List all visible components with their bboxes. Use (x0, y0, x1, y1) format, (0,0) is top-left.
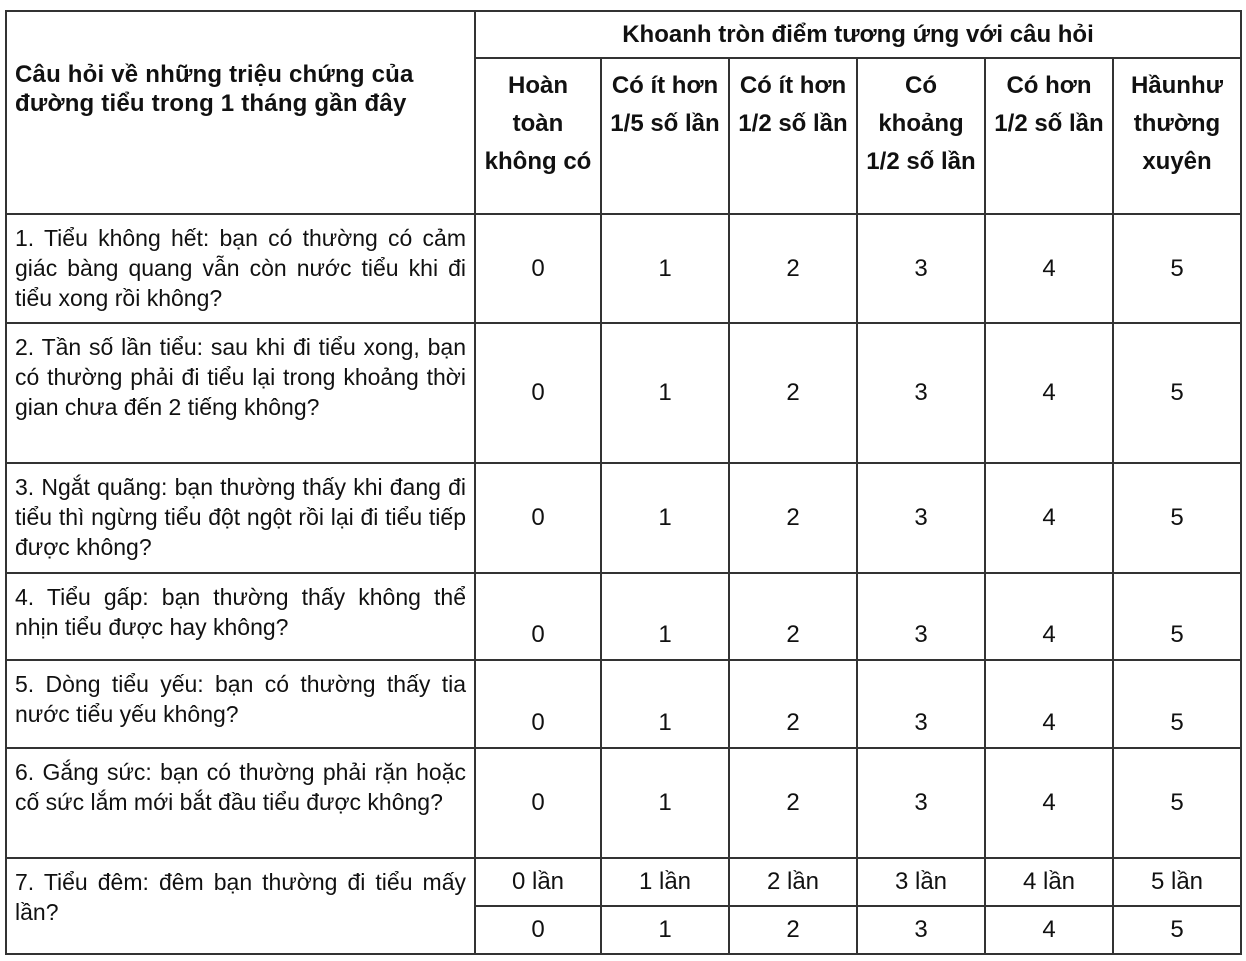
column-header-less-than-1-in-5: Có ít hơn 1/5 số lần (601, 58, 729, 214)
score-option[interactable]: 5 (1113, 748, 1241, 858)
question-row (6, 748, 1241, 858)
score-option[interactable]: 3 (857, 463, 985, 573)
nocturia-count: 2 lần (729, 858, 857, 906)
question-row (6, 463, 1241, 573)
question-text: 5. Dòng tiểu yếu: bạn có thường thấy tia nước tiểu yếu không? (6, 660, 475, 748)
nocturia-count: 1 lần (601, 858, 729, 906)
score-option[interactable]: 0 (475, 660, 601, 748)
score-option[interactable]: 1 (601, 660, 729, 748)
score-option[interactable]: 2 (729, 323, 857, 463)
question-row (6, 660, 1241, 748)
column-header-almost-always: Hầunhư thường xuyên (1113, 58, 1241, 214)
score-option[interactable]: 2 (729, 573, 857, 660)
score-option[interactable]: 1 (601, 214, 729, 323)
column-header-more-than-half: Có hơn 1/2 số lần (985, 58, 1113, 214)
question-row (6, 323, 1241, 463)
question-text: 1. Tiểu không hết: bạn có thường có cảm giác bàng quang vẫn còn nước tiểu khi đi tiểu xong rồi không? (6, 214, 475, 323)
score-option[interactable]: 5 (1113, 463, 1241, 573)
score-option[interactable]: 1 (601, 573, 729, 660)
score-option[interactable]: 5 (1113, 573, 1241, 660)
score-option[interactable]: 0 (475, 463, 601, 573)
score-option[interactable]: 5 (1113, 214, 1241, 323)
score-option[interactable]: 2 (729, 748, 857, 858)
score-option[interactable]: 4 (985, 906, 1113, 954)
score-option[interactable]: 0 (475, 214, 601, 323)
score-option[interactable]: 4 (985, 323, 1113, 463)
score-option[interactable]: 4 (985, 660, 1113, 748)
score-option[interactable]: 3 (857, 906, 985, 954)
nocturia-count: 5 lần (1113, 858, 1241, 906)
score-option[interactable]: 5 (1113, 660, 1241, 748)
score-option[interactable]: 0 (475, 748, 601, 858)
score-option[interactable]: 0 (475, 323, 601, 463)
nocturia-count-row (6, 858, 1241, 906)
score-option[interactable]: 3 (857, 323, 985, 463)
column-header-less-than-half: Có ít hơn 1/2 số lần (729, 58, 857, 214)
column-header-never: Hoàn toàn không có (475, 58, 601, 214)
question-row (6, 573, 1241, 660)
score-option[interactable]: 2 (729, 463, 857, 573)
score-option[interactable]: 5 (1113, 323, 1241, 463)
score-option[interactable]: 3 (857, 748, 985, 858)
score-option[interactable]: 4 (985, 214, 1113, 323)
question-text: 4. Tiểu gấp: bạn thường thấy không thể nhịn tiểu được hay không? (6, 573, 475, 660)
score-option[interactable]: 1 (601, 906, 729, 954)
score-option[interactable]: 5 (1113, 906, 1241, 954)
nocturia-count: 4 lần (985, 858, 1113, 906)
score-option[interactable]: 1 (601, 323, 729, 463)
score-option[interactable]: 3 (857, 573, 985, 660)
score-option[interactable]: 2 (729, 214, 857, 323)
score-option[interactable]: 0 (475, 573, 601, 660)
score-option[interactable]: 3 (857, 660, 985, 748)
score-option[interactable]: 4 (985, 463, 1113, 573)
ipss-table (5, 10, 1242, 955)
score-option[interactable]: 1 (601, 463, 729, 573)
question-row (6, 214, 1241, 323)
score-option[interactable]: 3 (857, 214, 985, 323)
score-option[interactable]: 2 (729, 906, 857, 954)
score-option[interactable]: 0 (475, 906, 601, 954)
score-option[interactable]: 1 (601, 748, 729, 858)
header-row-top (6, 11, 1241, 58)
question-text: 3. Ngắt quãng: bạn thường thấy khi đang đi tiểu thì ngừng tiểu đột ngột rồi lại đi tiểu tiếp được không? (6, 463, 475, 573)
score-option[interactable]: 4 (985, 748, 1113, 858)
column-header-about-half: Có khoảng 1/2 số lần (857, 58, 985, 214)
question-text: 7. Tiểu đêm: đêm bạn thường đi tiểu mấy lần? (6, 858, 475, 954)
score-option[interactable]: 4 (985, 573, 1113, 660)
question-text: 2. Tần số lần tiểu: sau khi đi tiểu xong, bạn có thường phải đi tiểu lại trong khoảng thời gian chưa đến 2 tiếng không? (6, 323, 475, 463)
score-option[interactable]: 2 (729, 660, 857, 748)
score-group-header: Khoanh tròn điểm tương ứng với câu hỏi (475, 11, 1241, 58)
question-column-header: Câu hỏi về những triệu chứng của đường tiểu trong 1 tháng gần đây (6, 11, 475, 214)
nocturia-count: 0 lần (475, 858, 601, 906)
question-text: 6. Gắng sức: bạn có thường phải rặn hoặc cố sức lắm mới bắt đầu tiểu được không? (6, 748, 475, 858)
nocturia-count: 3 lần (857, 858, 985, 906)
